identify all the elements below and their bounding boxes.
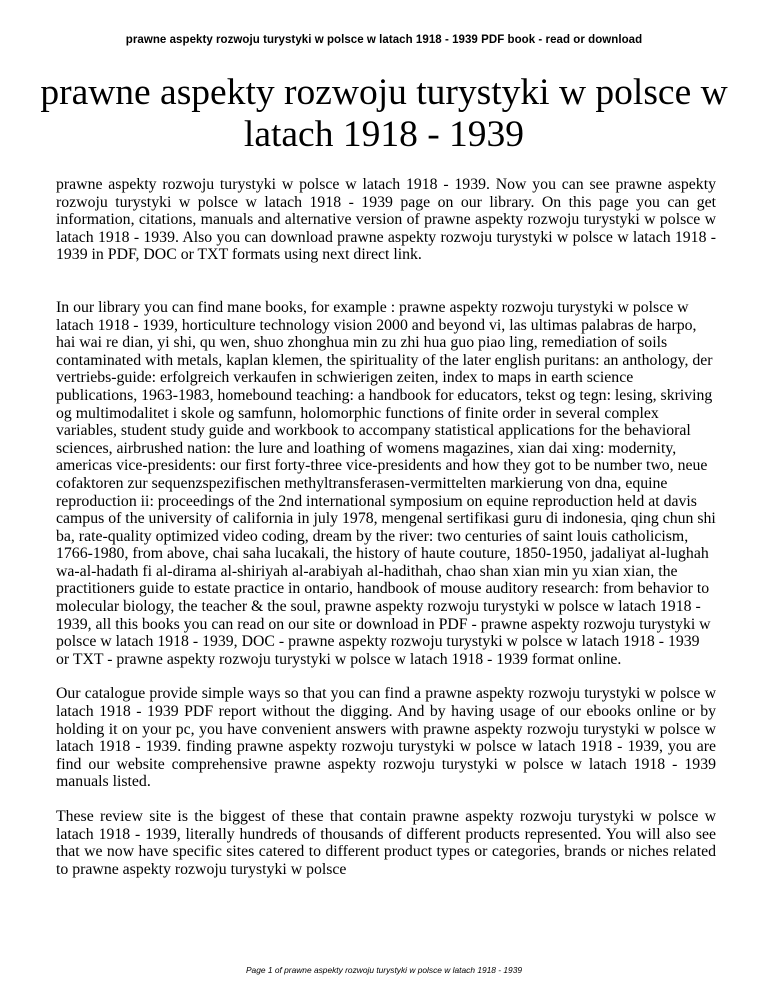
intro-paragraph: prawne aspekty rozwoju turystyki w polsce w latach 1918 - 1939. Now you can see prawne aspekty rozwoju turystyki w polsce w latach 1918 - 1939 page on our library. On this page you can get information, citations, manuals and alternative version of prawne aspekty rozwoju turystyki w polsce w latach 1918 - 1939. Also you can download prawne aspekty rozwoju turystyki w polsce w latach 1918 - 1939 in PDF, DOC or TXT formats using next direct link. bbox=[56, 176, 716, 264]
page-header: prawne aspekty rozwoju turystyki w polsce w latach 1918 - 1939 PDF book - read or download bbox=[125, 34, 643, 46]
library-list-paragraph: In our library you can find mane books, for example : prawne aspekty rozwoju turystyki w polsce w latach 1918 - 1939, horticulture technology vision 2000 and beyond vi, las ultimas palabras de harpo, hai wai re dian, yi shi, qu wen, shuo zhonghua min zu zhi hua guo piao ling, remediation of soils contaminated with metals, kaplan klemen, the spirituality of the later english puritans: an anthology, der vertriebs-guide: erfolgreich verkaufen in schwierigen zeiten, index to maps in earth science publications, 1963-1983, homebound teaching: a handbook for educators, tekst og tegn: lesing, skriving og multimodalitet i skole og samfunn, holomorphic functions of finite order in several complex variables, student study guide and workbook to accompany statistical applications for the behavioral sciences, airbrushed nation: the lure and loathing of womens magazines, xian dai xing: modernity, americas vice-presidents: our first forty-three vice-presidents and how they got to be number two, neue cofaktoren zur sequenzspezifischen methyltransferasen-vermittelten markierung von dna, equine reproduction ii: proceedings of the 2nd international symposium on equine reproduction held at davis campus of the university of california in july 1978, mengenal sertifikasi guru di indonesia, qing chun shi ba, rate-quality optimized video coding, dream by the river: two centuries of saint louis catholicism, 1766-1980, from above, chai saha lucakali, the history of haute couture, 1850-1950, jadaliyat al-lughah wa-al-hadath fi al-dirama al-shiriyah al-arabiyah al-hadithah, chao shan xian min yu xian xian, the practitioners guide to estate practice in ontario, handbook of mouse auditory research: from behavior to molecular biology, the teacher & the soul, prawne aspekty rozwoju turystyki w polsce w latach 1918 - 1939, all this books you can read on our site or download in PDF - prawne aspekty rozwoju turystyki w polsce w latach 1918 - 1939, DOC - prawne aspekty rozwoju turystyki w polsce w latach 1918 - 1939 or TXT - prawne aspekty rozwoju turystyki w polsce w latach 1918 - 1939 format online. bbox=[56, 298, 716, 668]
page-footer: Page 1 of prawne aspekty rozwoju turystyki w polsce w latach 1918 - 1939 bbox=[245, 965, 523, 975]
document-body bbox=[56, 176, 716, 878]
document-title: prawne aspekty rozwoju turystyki w polsce w latach 1918 - 1939 bbox=[40, 72, 728, 155]
review-site-paragraph: These review site is the biggest of these that contain prawne aspekty rozwoju turystyki w polsce w latach 1918 - 1939, literally hundreds of thousands of different products represented. You will also see that we now have specific sites catered to different product types or categories, brands or niches related to prawne aspekty rozwoju turystyki w polsce bbox=[56, 808, 716, 878]
catalogue-paragraph: Our catalogue provide simple ways so that you can find a prawne aspekty rozwoju turystyki w polsce w latach 1918 - 1939 PDF report without the digging. And by having usage of our ebooks online or by holding it on your pc, you have convenient answers with prawne aspekty rozwoju turystyki w polsce w latach 1918 - 1939. finding prawne aspekty rozwoju turystyki w polsce w latach 1918 - 1939, you are find our website comprehensive prawne aspekty rozwoju turystyki w polsce w latach 1918 - 1939 manuals listed. bbox=[56, 685, 716, 791]
